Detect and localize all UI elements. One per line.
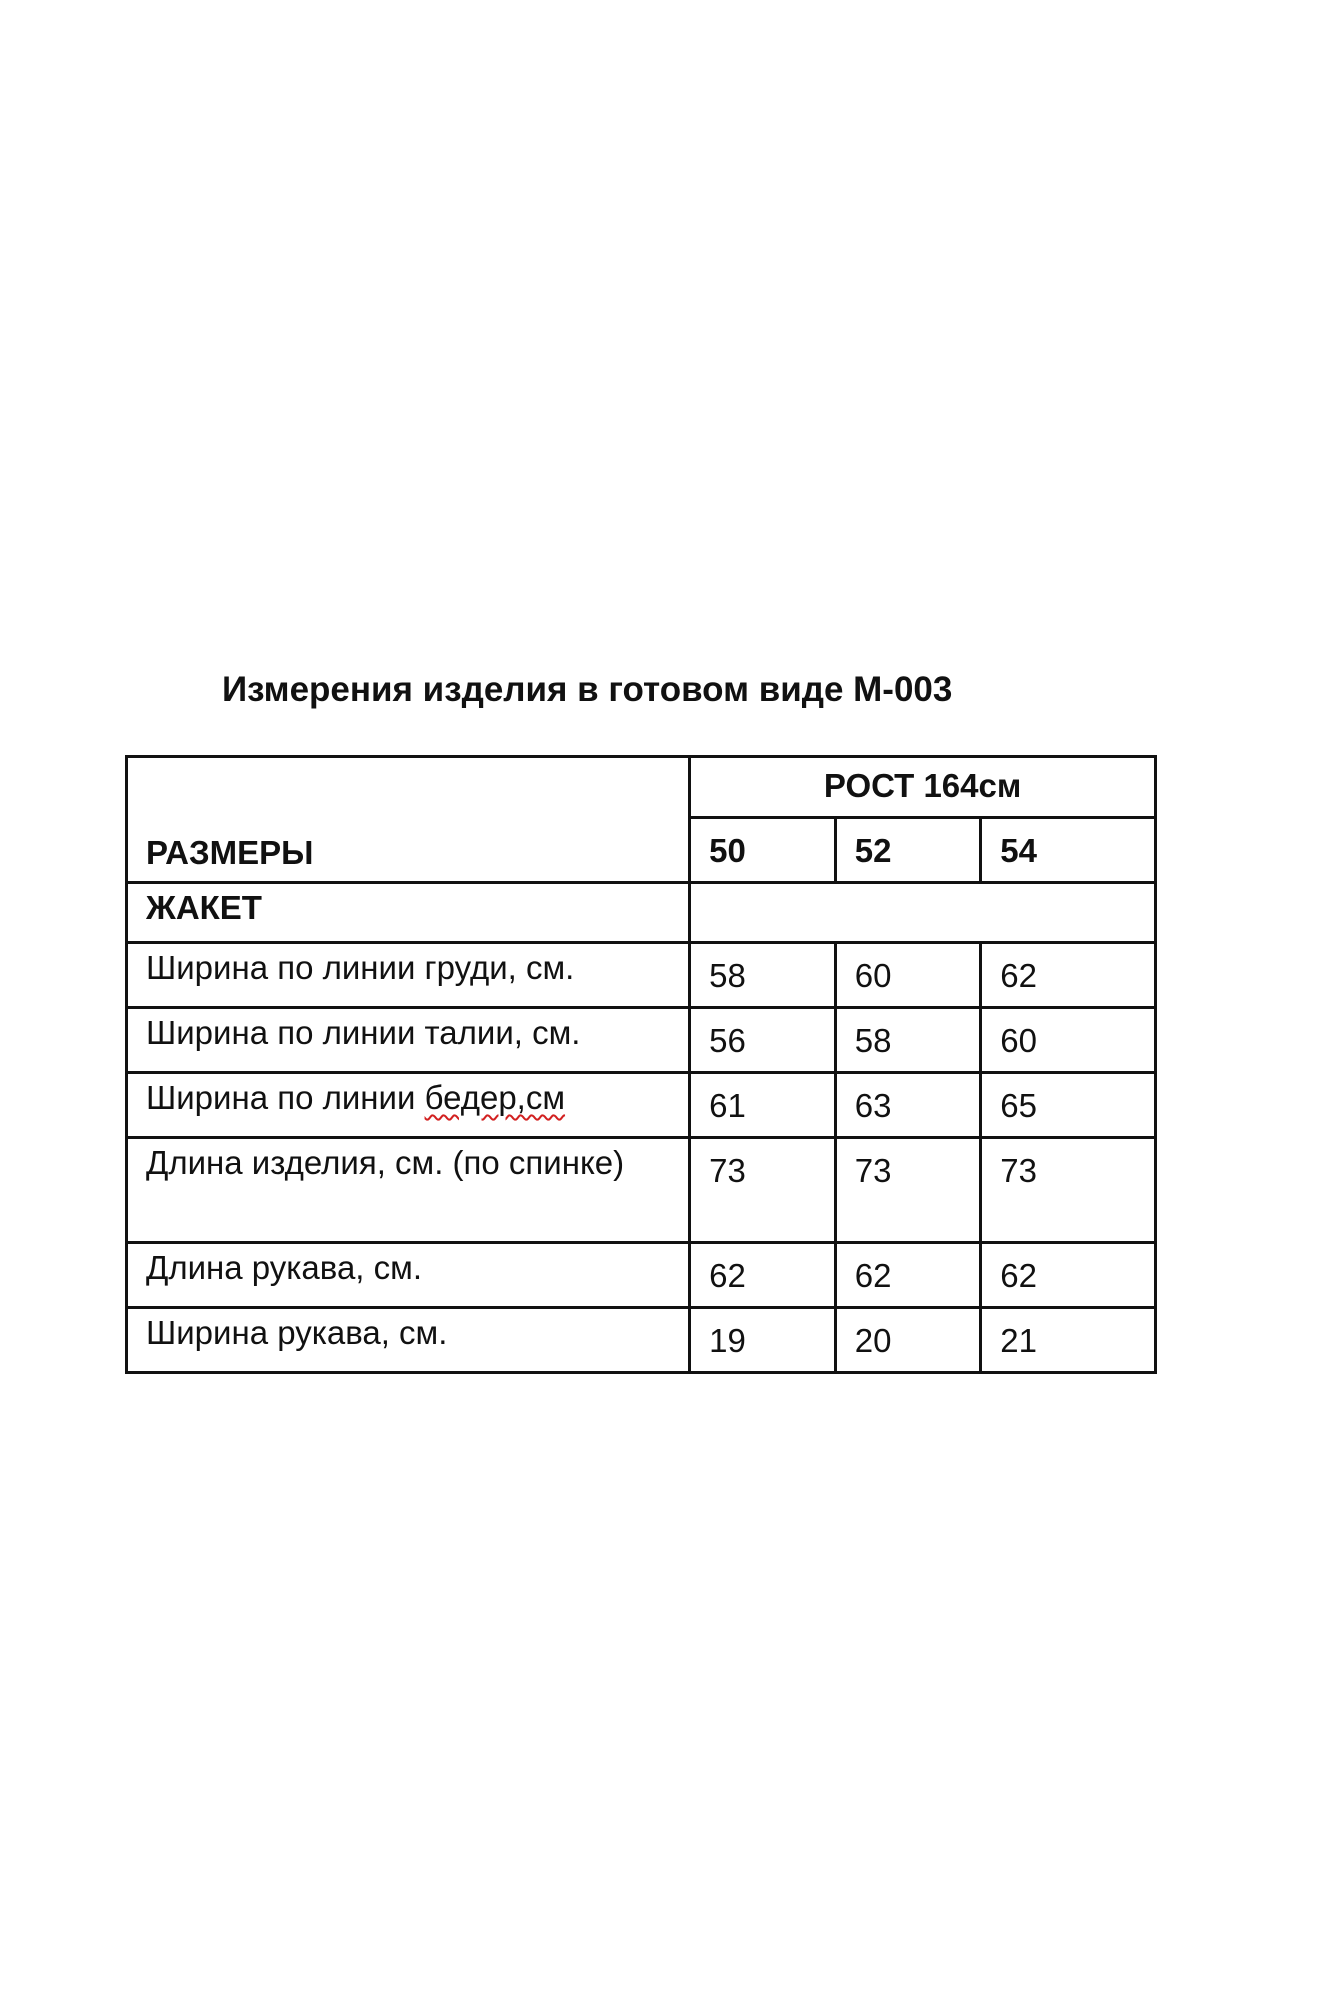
row-label-cell: Ширина по линии груди, см. [127, 943, 690, 1008]
table-row [127, 1138, 1156, 1243]
value-cell: 65 [981, 1073, 1156, 1138]
value-cell: 62 [690, 1243, 836, 1308]
value-cell: 73 [981, 1138, 1156, 1243]
value-cell: 73 [835, 1138, 981, 1243]
sizes-header-cell: РАЗМЕРЫ [127, 757, 690, 883]
value-cell: 56 [690, 1008, 836, 1073]
row-label-start: Ширина по линии [146, 1079, 425, 1116]
value-cell: 62 [981, 1243, 1156, 1308]
value-cell: 19 [690, 1308, 836, 1373]
value-cell: 63 [835, 1073, 981, 1138]
table-row [127, 1243, 1156, 1308]
table-row [127, 943, 1156, 1008]
section-label-cell: ЖАКЕТ [127, 883, 690, 943]
row-label-cell: Ширина рукава, см. [127, 1308, 690, 1373]
growth-header-cell: РОСТ 164см [690, 757, 1156, 818]
table-row [127, 1308, 1156, 1373]
value-cell: 20 [835, 1308, 981, 1373]
section-empty-cell [690, 883, 1156, 943]
value-cell: 21 [981, 1308, 1156, 1373]
document-title: Измерения изделия в готовом виде М-003 [222, 670, 953, 709]
value-cell: 62 [835, 1243, 981, 1308]
value-cell: 58 [690, 943, 836, 1008]
value-cell: 62 [981, 943, 1156, 1008]
size-header-cell: 50 [690, 818, 836, 883]
size-header-cell: 54 [981, 818, 1156, 883]
value-cell: 61 [690, 1073, 836, 1138]
row-label-cell: Длина изделия, см. (по спинке) [127, 1138, 690, 1243]
value-cell: 73 [690, 1138, 836, 1243]
section-row [127, 883, 1156, 943]
spellcheck-flagged-word: бедер,см [424, 1079, 566, 1116]
table-header-row [127, 757, 1156, 818]
value-cell: 60 [835, 943, 981, 1008]
row-label-cell: Длина рукава, см. [127, 1243, 690, 1308]
row-label-cell: Ширина по линии талии, см. [127, 1008, 690, 1073]
size-table [125, 755, 1157, 1374]
value-cell: 58 [835, 1008, 981, 1073]
table-row [127, 1073, 1156, 1138]
value-cell: 60 [981, 1008, 1156, 1073]
table-row [127, 1008, 1156, 1073]
row-label-cell [127, 1073, 690, 1138]
size-header-cell: 52 [835, 818, 981, 883]
